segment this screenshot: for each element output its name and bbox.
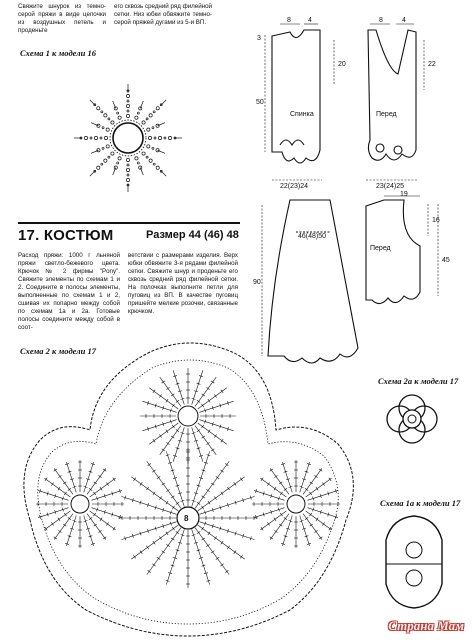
scheme2a-flower-diagram bbox=[387, 395, 437, 443]
dim-skirt-width: 22(23)24 bbox=[280, 183, 309, 190]
intro-text-col2: его сквозь средний ряд филейной сетки. Низ юбки обвяжите темно-серой пряжей дугами из 5-и ВП. bbox=[114, 3, 212, 26]
dim-back-top1: 8 bbox=[287, 17, 291, 24]
skirt-pattern bbox=[268, 200, 358, 363]
dim-front-inner: 22 bbox=[428, 61, 436, 68]
jacket-front-pattern bbox=[368, 30, 416, 160]
back-label: Спинка bbox=[290, 111, 314, 118]
dim-back-left: 3 bbox=[257, 35, 261, 42]
dim-back-top2: 4 bbox=[308, 17, 312, 24]
dim-back-inner: 20 bbox=[338, 61, 346, 68]
dim-jacket-width: 23(24)25 bbox=[376, 183, 405, 190]
model-size: Размер 44 (46) 48 bbox=[146, 229, 239, 241]
dim-skirt-height: 90 bbox=[253, 279, 261, 286]
body-text-col2: ветствии с размерами изделия. Верх юбки обвяжите 3-я рядами филейной сетки. Свяжите шнур и проденьте его сквозь средний ряд филейной сетки. На полочках выполните петли для пуговиц из ВП. В качестве пуговиц пришейте мелкие розочки, связанные крючком. bbox=[128, 252, 238, 315]
dim-front-top1: 8 bbox=[379, 17, 383, 24]
scheme2a-caption: Схема 2а к модели 17 bbox=[378, 376, 459, 386]
scheme2-fan-diagram bbox=[24, 343, 353, 636]
intro-text-col1: Свяжите шнурок из темно-серой пряжи в виде цепочки из воздушных петель и проденьте bbox=[18, 3, 106, 34]
dim-jacket-neck: 16 bbox=[432, 217, 440, 224]
dim-front-top2: 4 bbox=[402, 17, 406, 24]
site-watermark: Страна Мам bbox=[388, 618, 464, 633]
body-text-col1: Расход пряжи: 1000 г льняной пряжи светло-бежевого цвета. Крючок № 2 фирмы "Pony". Свяжите элементы по схемам 1 и 2. Соедините в полосы элементы, выполненные по схемам 1 и 2, сшивая их попарно между собой по схемам 1а и 2а. Готовые полосы соедините между собой в соот- bbox=[18, 252, 120, 331]
model-title: 17. КОСТЮМ bbox=[18, 227, 114, 244]
scheme1-star-diagram bbox=[74, 84, 182, 192]
scheme1a-oval-diagram bbox=[386, 516, 442, 608]
skirt-front-label: Перед bbox=[370, 245, 391, 252]
scheme1a-caption: Схема 1а к модели 17 bbox=[380, 498, 461, 508]
dim-jacket-top: 19 bbox=[400, 191, 408, 198]
scheme2-caption: Схема 2 к модели 17 bbox=[20, 346, 96, 356]
dim-jacket-height: 45 bbox=[442, 257, 450, 264]
dim-skirt-waist: 46(48)50 bbox=[298, 233, 327, 240]
center-number: 8 bbox=[184, 514, 189, 523]
dim-back-height: 50 bbox=[256, 99, 264, 106]
jacket-back-pattern bbox=[272, 30, 320, 163]
front-label: Перед bbox=[376, 111, 397, 118]
scheme1-caption: Схема 1 к модели 16 bbox=[20, 48, 96, 58]
